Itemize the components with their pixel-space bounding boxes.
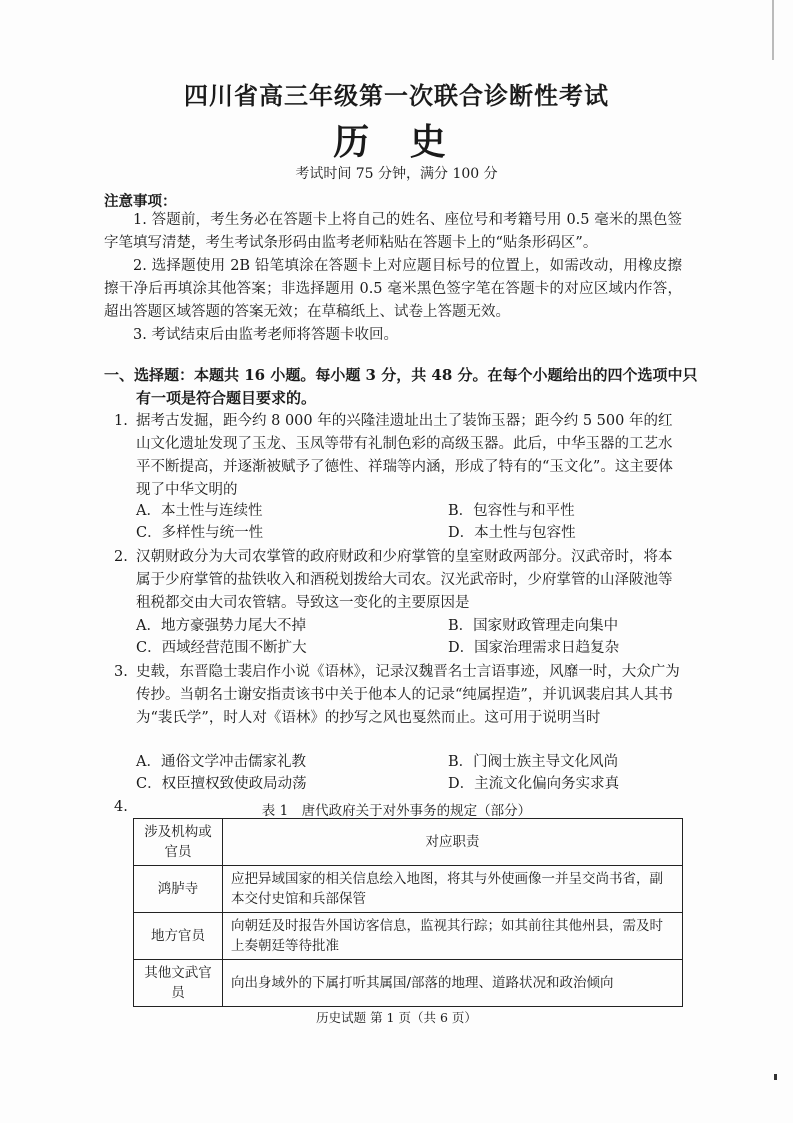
table-row <box>134 913 683 960</box>
question-2-options <box>136 615 656 659</box>
q3-option-a[interactable]: A．通俗文学冲击儒家礼教 <box>136 754 306 770</box>
section-one-line-1: 一、选择题：本题共 16 小题。每小题 3 分，共 48 分。在每个小题给出的四个选项中只 <box>104 366 698 384</box>
question-3-text: 史载，东晋隐士裴启作小说《语林》，记录汉魏晋名士言语事迹，风靡一时，大众广为传抄。当朝名士谢安指责该书中关于他本人的记录“纯属捏造”，并讥讽裴启其人其书为“裴氏学”，时人对《语林》的抄写之风也戛然而止。这可用于说明当时 <box>136 664 680 726</box>
q2-option-d[interactable]: D．国家治理需求日趋复杂 <box>448 640 620 656</box>
question-2-stem <box>114 546 686 615</box>
question-3-number: 3. <box>114 664 128 680</box>
q2-option-b[interactable]: B．国家财政管理走向集中 <box>448 618 619 634</box>
table-caption: 表 1 唐代政府关于对外事务的规定（部分） <box>261 803 532 819</box>
col-header-org: 涉及机构或官员 <box>134 819 223 866</box>
q1-option-a[interactable]: A．本土性与连续性 <box>136 503 263 519</box>
q3-option-d[interactable]: D．主流文化偏向务实求真 <box>448 776 620 792</box>
page-footer: 历史试题 第 1 页（共 6 页） <box>316 1010 477 1025</box>
question-3-stem <box>114 661 686 730</box>
table-cell-org: 鸿胪寺 <box>134 866 223 913</box>
table-cell-duty: 向出身域外的下属打听其属国/部落的地理、道路状况和政治倾向 <box>223 960 683 1007</box>
question-1-stem <box>114 410 686 502</box>
notice-item-3: 3. 考试结束后由监考老师将答题卡收回。 <box>133 327 398 343</box>
question-4-number: 4. <box>114 799 128 815</box>
exam-time-score: 考试时间 75 分钟，满分 100 分 <box>295 166 498 182</box>
table-header-row <box>134 819 683 866</box>
q1-option-c[interactable]: C．多样性与统一性 <box>136 525 264 541</box>
q2-option-c[interactable]: C．西域经营范围不断扩大 <box>136 640 307 656</box>
table-cell-duty: 应把异域国家的相关信息绘入地图，将其与外使画像一并呈交尚书省，副本交付史馆和兵部保管 <box>223 866 683 913</box>
table-cell-org: 其他文武官员 <box>134 960 223 1007</box>
subject-title: 历 史 <box>333 121 460 163</box>
q3-option-c[interactable]: C．权臣擅权致使政局动荡 <box>136 776 307 792</box>
section-one-heading <box>104 364 704 410</box>
scan-edge-mark <box>772 0 774 60</box>
notice-heading: 注意事项： <box>104 193 177 210</box>
scan-dot-mark <box>774 1074 777 1080</box>
q2-option-a[interactable]: A．地方豪强势力尾大不掉 <box>136 618 306 634</box>
question-1-text: 据考古发掘，距今约 8 000 年的兴隆洼遗址出土了装饰玉器；距今约 5 500 年的红山文化遗址发现了玉龙、玉凤等带有礼制色彩的高级玉器。此后，中华玉器的工艺水平不断提高，并逐渐被赋予了德性、祥瑞等内涵，形成了特有的“玉文化”。这主要体现了中华文明的 <box>136 413 673 498</box>
question-3-options <box>136 751 656 795</box>
q1-option-b[interactable]: B．包容性与和平性 <box>448 503 575 519</box>
table-cell-duty: 向朝廷及时报告外国访客信息，监视其行踪；如其前往其他州县，需及时上奏朝廷等待批准 <box>223 913 683 960</box>
table-row <box>134 960 683 1007</box>
question-2-text: 汉朝财政分为大司农掌管的政府财政和少府掌管的皇室财政两部分。汉武帝时，将本属于少府掌管的盐铁收入和酒税划拨给大司农。汉光武帝时，少府掌管的山泽陂池等租税都交由大司农管辖。导致这一变化的主要原因是 <box>136 549 673 611</box>
table-row <box>134 866 683 913</box>
question-1-options <box>136 500 656 544</box>
notice-item-2: 2. 选择题使用 2B 铅笔填涂在答题卡上对应题目标号的位置上，如需改动，用橡皮擦擦干净后再填涂其他答案；非选择题用 0.5 毫米黑色签字笔在答题卡的对应区域内作答，超出答题区域答题的答案无效；在草稿纸上、试卷上答题无效。 <box>104 258 682 320</box>
exam-title: 四川省高三年级第一次联合诊断性考试 <box>184 81 609 110</box>
section-one-line-2: 有一项是符合题目要求的。 <box>136 389 317 407</box>
question-1-number: 1. <box>114 413 128 429</box>
question-2-number: 2. <box>114 549 128 565</box>
notice-item-1: 1. 答题前，考生务必在答题卡上将自己的姓名、座位号和考籍号用 0.5 毫米的黑色签字笔填写清楚，考生考试条形码由监考老师粘贴在答题卡上的“贴条形码区”。 <box>104 212 682 251</box>
foreign-affairs-table <box>133 818 683 1007</box>
q1-option-d[interactable]: D．本土性与包容性 <box>448 525 576 541</box>
q3-option-b[interactable]: B．门阀士族主导文化风尚 <box>448 754 619 770</box>
col-header-duty: 对应职责 <box>223 819 683 866</box>
table-cell-org: 地方官员 <box>134 913 223 960</box>
